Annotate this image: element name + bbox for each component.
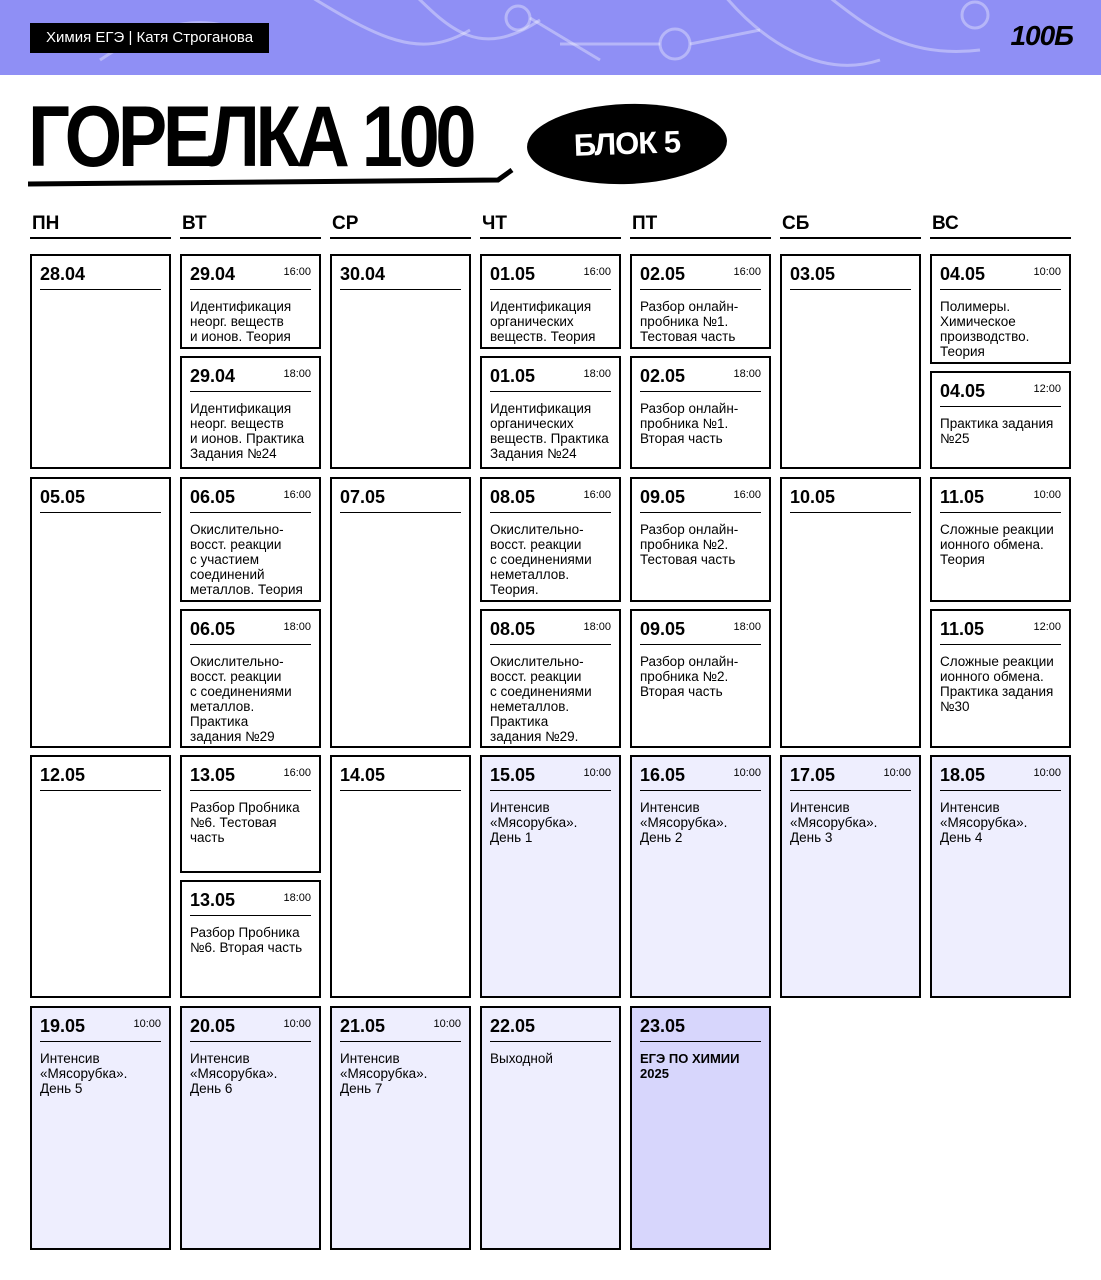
lesson-time: 16:00 [733,266,761,278]
lesson-time: 10:00 [283,1018,311,1030]
lesson-cell[interactable] [630,609,771,748]
lesson-date: 12.05 [40,765,86,785]
lesson-date: 05.05 [40,487,86,507]
title-underline-stroke [28,168,518,192]
lesson-topic: Идентификация неорг. веществ и ионов. Теория [190,299,292,344]
lesson-time: 18:00 [733,621,761,633]
lesson-header [40,1015,161,1042]
lesson-header [490,764,611,791]
lesson-time: 16:00 [283,767,311,779]
lesson-header [640,618,761,645]
lesson-header [790,263,911,290]
lesson-cell[interactable] [180,477,321,602]
lesson-cell[interactable] [630,356,771,469]
lesson-date: 22.05 [490,1016,536,1036]
lesson-time: 18:00 [733,368,761,380]
lesson-date: 29.04 [190,264,236,284]
lesson-header [640,1015,761,1042]
lesson-date: 04.05 [940,381,986,401]
author-tag: Химия ЕГЭ | Катя Строганова [30,23,269,53]
lesson-header [190,889,311,916]
lesson-date: 02.05 [640,366,686,386]
weekday-label: ЧТ [480,212,621,239]
lesson-cell[interactable] [480,356,621,469]
lesson-topic: Окислительно- восст. реакции с соединениями металлов. Практика задания №29 [190,654,292,744]
lesson-time: 16:00 [283,266,311,278]
lesson-date: 20.05 [190,1016,236,1036]
weekday-label: ВС [930,212,1071,239]
lesson-time: 18:00 [283,892,311,904]
lesson-cell[interactable] [480,755,621,998]
lesson-date: 01.05 [490,366,536,386]
lesson-time: 18:00 [583,621,611,633]
lesson-time: 10:00 [133,1018,161,1030]
lesson-topic: Интенсив «Мясорубка». День 3 [790,800,878,845]
lesson-topic: Разбор онлайн- пробника №1. Тестовая часть [640,299,739,344]
lesson-date: 13.05 [190,765,236,785]
weekday-label: ПН [30,212,171,239]
lesson-time: 10:00 [1033,489,1061,501]
lesson-topic: Разбор онлайн- пробника №1. Вторая часть [640,401,739,446]
lesson-cell[interactable] [780,755,921,998]
header-banner [0,0,1101,75]
lesson-date: 18.05 [940,765,986,785]
lesson-topic: Интенсив «Мясорубка». День 2 [640,800,728,845]
lesson-topic: Идентификация органических веществ. Практика Задания №24 [490,401,609,461]
lesson-cell[interactable] [480,1006,621,1250]
lesson-header [190,764,311,791]
lesson-date: 11.05 [940,487,985,507]
lesson-time: 16:00 [583,489,611,501]
lesson-header [190,486,311,513]
lesson-topic: Интенсив «Мясорубка». День 6 [190,1051,278,1096]
lesson-time: 16:00 [283,489,311,501]
lesson-time: 16:00 [733,489,761,501]
lesson-cell[interactable] [930,254,1071,364]
lesson-date: 16.05 [640,765,686,785]
lesson-header [340,486,461,513]
lesson-topic: ЕГЭ ПО ХИМИИ 2025 [640,1051,740,1081]
lesson-time: 10:00 [733,767,761,779]
lesson-time: 18:00 [583,368,611,380]
lesson-date: 29.04 [190,366,236,386]
lesson-topic: Интенсив «Мясорубка». День 1 [490,800,578,845]
lesson-cell[interactable] [180,254,321,349]
empty-day-cell [780,254,921,469]
lesson-date: 13.05 [190,890,236,910]
lesson-topic: Разбор Пробника №6. Тестовая часть [190,800,300,845]
lesson-date: 23.05 [640,1016,686,1036]
lesson-header [490,618,611,645]
page-title: ГОРЕЛКА 100 [28,89,473,185]
lesson-header [340,1015,461,1042]
lesson-date: 07.05 [340,487,386,507]
lesson-topic: Сложные реакции ионного обмена. Практика задания №30 [940,654,1054,714]
lesson-topic: Сложные реакции ионного обмена. Теория [940,522,1054,567]
lesson-date: 06.05 [190,487,236,507]
lesson-cell[interactable] [630,254,771,349]
lesson-topic: Разбор Пробника №6. Вторая часть [190,925,303,955]
lesson-time: 12:00 [1033,621,1061,633]
lesson-cell[interactable] [30,1006,171,1250]
lesson-cell[interactable] [630,755,771,998]
lesson-header [190,263,311,290]
lesson-header [340,263,461,290]
lesson-cell[interactable] [930,755,1071,998]
lesson-header [40,486,161,513]
lesson-topic: Полимеры. Химическое производство. Теория [940,299,1030,359]
lesson-date: 08.05 [490,487,536,507]
lesson-date: 03.05 [790,264,836,284]
empty-day-cell [330,477,471,748]
lesson-topic: Идентификация неорг. веществ и ионов. Практика Задания №24 [190,401,305,461]
lesson-date: 17.05 [790,765,836,785]
lesson-topic: Окислительно- восст. реакции с соединениями неметаллов. Теория. [490,522,592,597]
empty-day-cell [330,254,471,469]
lesson-cell[interactable] [480,477,621,602]
lesson-date: 04.05 [940,264,986,284]
lesson-date: 09.05 [640,487,686,507]
lesson-header [190,618,311,645]
lesson-header [940,618,1061,645]
weekday-label: СР [330,212,471,239]
lesson-header [40,764,161,791]
lesson-date: 10.05 [790,487,836,507]
lesson-topic: Разбор онлайн- пробника №2. Вторая часть [640,654,739,699]
lesson-cell[interactable] [180,356,321,469]
lesson-header [940,764,1061,791]
lesson-topic: Интенсив «Мясорубка». День 4 [940,800,1028,845]
lesson-date: 30.04 [340,264,386,284]
empty-day-cell [330,755,471,998]
lesson-cell[interactable] [630,477,771,602]
weekday-label: СБ [780,212,921,239]
lesson-topic: Выходной [490,1051,553,1066]
lesson-date: 08.05 [490,619,536,639]
lesson-topic: Интенсив «Мясорубка». День 5 [40,1051,128,1096]
lesson-header [190,1015,311,1042]
lesson-time: 12:00 [1033,383,1061,395]
lesson-time: 10:00 [1033,767,1061,779]
lesson-topic: Интенсив «Мясорубка». День 7 [340,1051,428,1096]
lesson-header [940,486,1061,513]
lesson-header [640,764,761,791]
lesson-header [790,486,911,513]
lesson-topic: Практика задания №25 [940,416,1054,446]
lesson-topic: Идентификация органических веществ. Теория [490,299,596,344]
lesson-cell[interactable] [480,254,621,349]
lesson-date: 06.05 [190,619,236,639]
lesson-header [940,263,1061,290]
lesson-header [490,486,611,513]
lesson-header [490,1015,611,1042]
empty-day-cell [780,477,921,748]
weekday-label: ПТ [630,212,771,239]
lesson-header [490,365,611,392]
lesson-header [640,365,761,392]
lesson-cell[interactable] [930,371,1071,469]
lesson-time: 10:00 [433,1018,461,1030]
lesson-time: 18:00 [283,368,311,380]
lesson-topic: Окислительно- восст. реакции с участием соединений металлов. Теория [190,522,303,597]
lesson-date: 15.05 [490,765,536,785]
lesson-time: 16:00 [583,266,611,278]
lesson-header [640,486,761,513]
lesson-time: 10:00 [583,767,611,779]
lesson-header [190,365,311,392]
lesson-date: 21.05 [340,1016,386,1036]
lesson-time: 10:00 [883,767,911,779]
exam-day-cell[interactable] [630,1006,771,1250]
lesson-date: 28.04 [40,264,86,284]
lesson-topic: Окислительно- восст. реакции с соединениями неметаллов. Практика задания №29. [490,654,592,744]
lesson-date: 19.05 [40,1016,86,1036]
lesson-header [940,380,1061,407]
lesson-cell[interactable] [930,609,1071,748]
lesson-time: 10:00 [1033,266,1061,278]
brand-logo: 100Б [1010,20,1073,51]
lesson-header [790,764,911,791]
weekday-label: ВТ [180,212,321,239]
lesson-date: 14.05 [340,765,386,785]
lesson-date: 09.05 [640,619,686,639]
lesson-topic: Разбор онлайн- пробника №2. Тестовая часть [640,522,739,567]
lesson-cell[interactable] [180,755,321,873]
empty-day-cell [30,477,171,748]
lesson-date: 11.05 [940,619,985,639]
lesson-header [40,263,161,290]
lesson-cell[interactable] [930,477,1071,602]
lesson-cell[interactable] [180,880,321,998]
lesson-cell[interactable] [180,609,321,748]
empty-day-cell [30,755,171,998]
lesson-date: 02.05 [640,264,686,284]
lesson-cell[interactable] [330,1006,471,1250]
lesson-header [640,263,761,290]
block-badge: БЛОК 5 [526,101,729,188]
lesson-date: 01.05 [490,264,536,284]
lesson-time: 18:00 [283,621,311,633]
lesson-header [340,764,461,791]
lesson-cell[interactable] [180,1006,321,1250]
lesson-cell[interactable] [480,609,621,748]
empty-day-cell [30,254,171,469]
lesson-header [490,263,611,290]
